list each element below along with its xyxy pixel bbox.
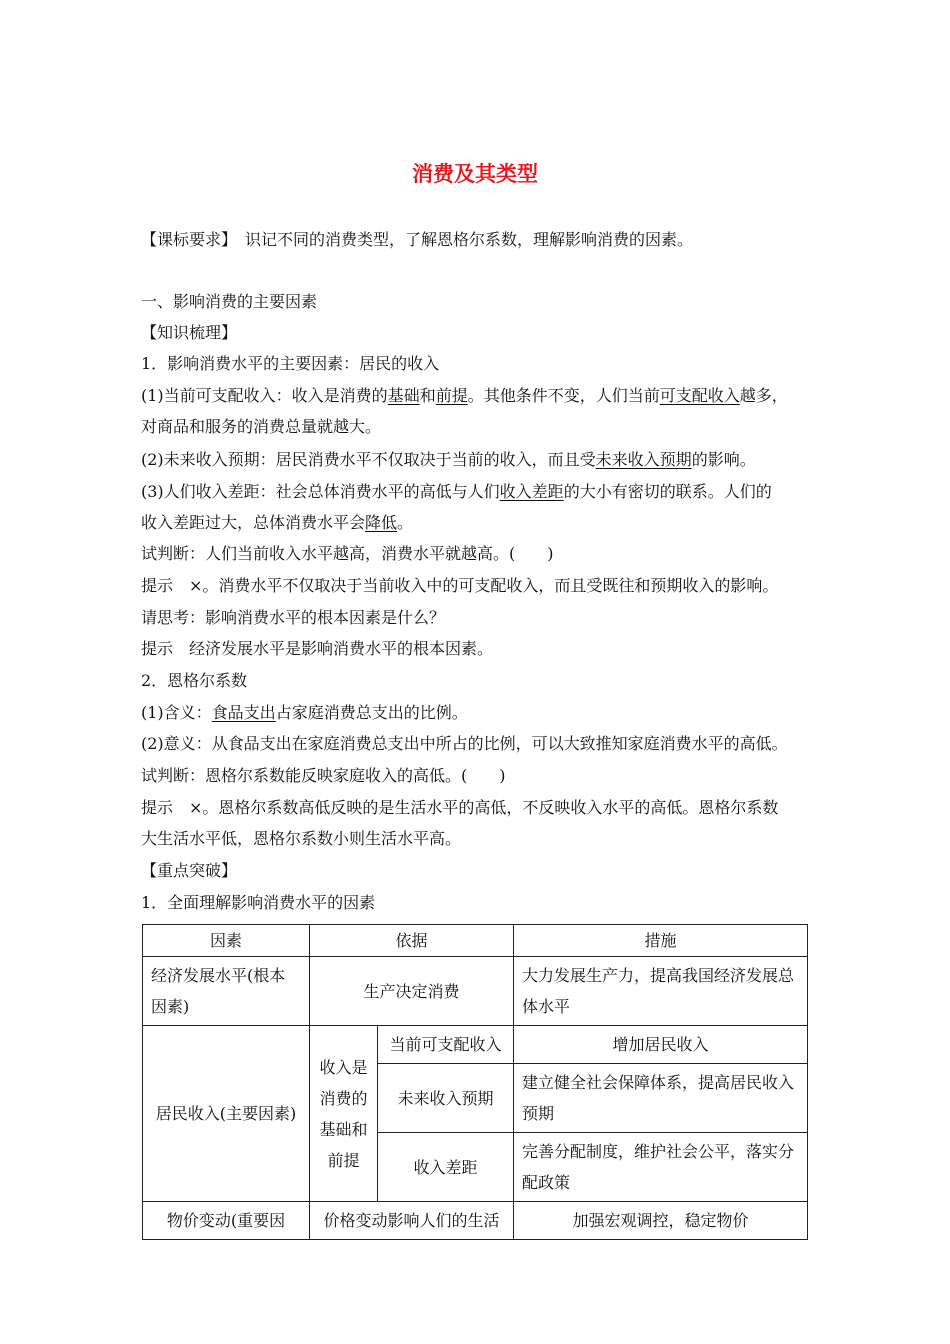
judge-question-2: 试判断：恩格尔系数能反映家庭收入的高低。( ) [141,766,506,785]
point-1b [141,449,756,471]
table-row [143,1026,808,1064]
table-row [143,1202,808,1240]
think-question: 请思考：影响消费水平的根本因素是什么？ [141,608,446,627]
point-2a [141,702,468,724]
table-cell: 居民收入(主要因素) [143,1026,310,1202]
point-3: 1．全面理解影响消费水平的因素 [141,893,376,912]
hint-2: 提示 经济发展水平是影响消费水平的根本因素。 [141,639,494,658]
text-segment: 越多， [739,386,788,405]
table-cell: 生产决定消费 [310,957,514,1026]
table-cell: 加强宏观调控，稳定物价 [514,1202,808,1240]
underlined-answer: 基础 [387,386,420,405]
underlined-answer: 未来收入预期 [595,450,692,469]
table-row [143,957,808,1026]
text-segment: 和 [419,386,436,405]
point-2b: (2)意义：从食品支出在家庭消费总支出中所占的比例，可以大致推知家庭消费水平的高低。 [141,734,788,753]
curriculum-text: 识记不同的消费类型，了解恩格尔系数，理解影响消费的因素。 [245,230,694,249]
text-segment: 的影响。 [691,450,756,469]
table-cell: 增加居民收入 [514,1026,808,1064]
table-cell: 大力发展生产力，提高我国经济发展总体水平 [514,957,808,1026]
point-1c [141,481,772,503]
text-segment: (1)当前可支配收入：收入是消费的 [141,386,388,405]
section-heading: 一、影响消费的主要因素 [141,292,318,311]
text-segment: 的大小有密切的联系。人们的 [563,482,772,501]
page-title: 消费及其类型 [412,162,538,186]
text-segment: (2)未来收入预期：居民消费水平不仅取决于当前的收入，而且受 [141,450,596,469]
table-cell: 当前可支配收入 [378,1026,514,1064]
underlined-answer: 前提 [435,386,468,405]
table-header: 因素 [143,925,310,957]
point-2: 2．恩格尔系数 [141,671,248,690]
hint-3: 提示 ×。恩格尔系数高低反映的是生活水平的高低，不反映收入水平的高低。恩格尔系数 [141,798,779,817]
table-cell: 收入差距 [378,1133,514,1202]
table-header-row [143,925,808,957]
point-1c-cont [141,512,413,534]
table-cell: 价格变动影响人们的生活 [310,1202,514,1240]
text-segment: (1)含义： [141,703,212,722]
underlined-answer: 降低 [365,513,398,532]
hint-3-cont: 大生活水平低，恩格尔系数小则生活水平高。 [141,829,462,848]
key-points-heading: 【重点突破】 [141,861,238,880]
factors-table [142,924,808,1240]
table-cell: 经济发展水平(根本因素) [143,957,310,1026]
knowledge-heading: 【知识梳理】 [141,323,238,342]
judge-question-1: 试判断：人们当前收入水平越高，消费水平就越高。( ) [141,544,554,563]
table-cell: 完善分配制度，维护社会公平，落实分配政策 [514,1133,808,1202]
table-cell: 建立健全社会保障体系，提高居民收入预期 [514,1064,808,1133]
underlined-answer: 食品支出 [211,703,276,722]
underlined-answer: 收入差距 [499,482,564,501]
text-segment: (3)人们收入差距：社会总体消费水平的高低与人们 [141,482,500,501]
underlined-answer: 可支配收入 [659,386,740,405]
point-1: 1．影响消费水平的主要因素：居民的收入 [141,354,440,373]
curriculum-requirement [141,229,693,251]
curriculum-label: 【课标要求】 [141,230,238,249]
table-header: 措施 [514,925,808,957]
text-segment: 。 [397,513,414,532]
text-segment: 占家庭消费总支出的比例。 [275,703,468,722]
point-1a [141,385,788,407]
point-1a-cont: 对商品和服务的消费总量就越大。 [141,417,382,436]
text-segment: 。其他条件不变，人们当前 [467,386,660,405]
text-segment: 收入差距过大，总体消费水平会 [141,513,366,532]
table-header: 依据 [310,925,514,957]
table-cell: 未来收入预期 [378,1064,514,1133]
table-cell: 收入是消费的基础和前提 [310,1026,378,1202]
hint-1: 提示 ×。消费水平不仅取决于当前收入中的可支配收入，而且受既往和预期收入的影响。 [141,576,779,595]
table-cell: 物价变动(重要因 [143,1202,310,1240]
